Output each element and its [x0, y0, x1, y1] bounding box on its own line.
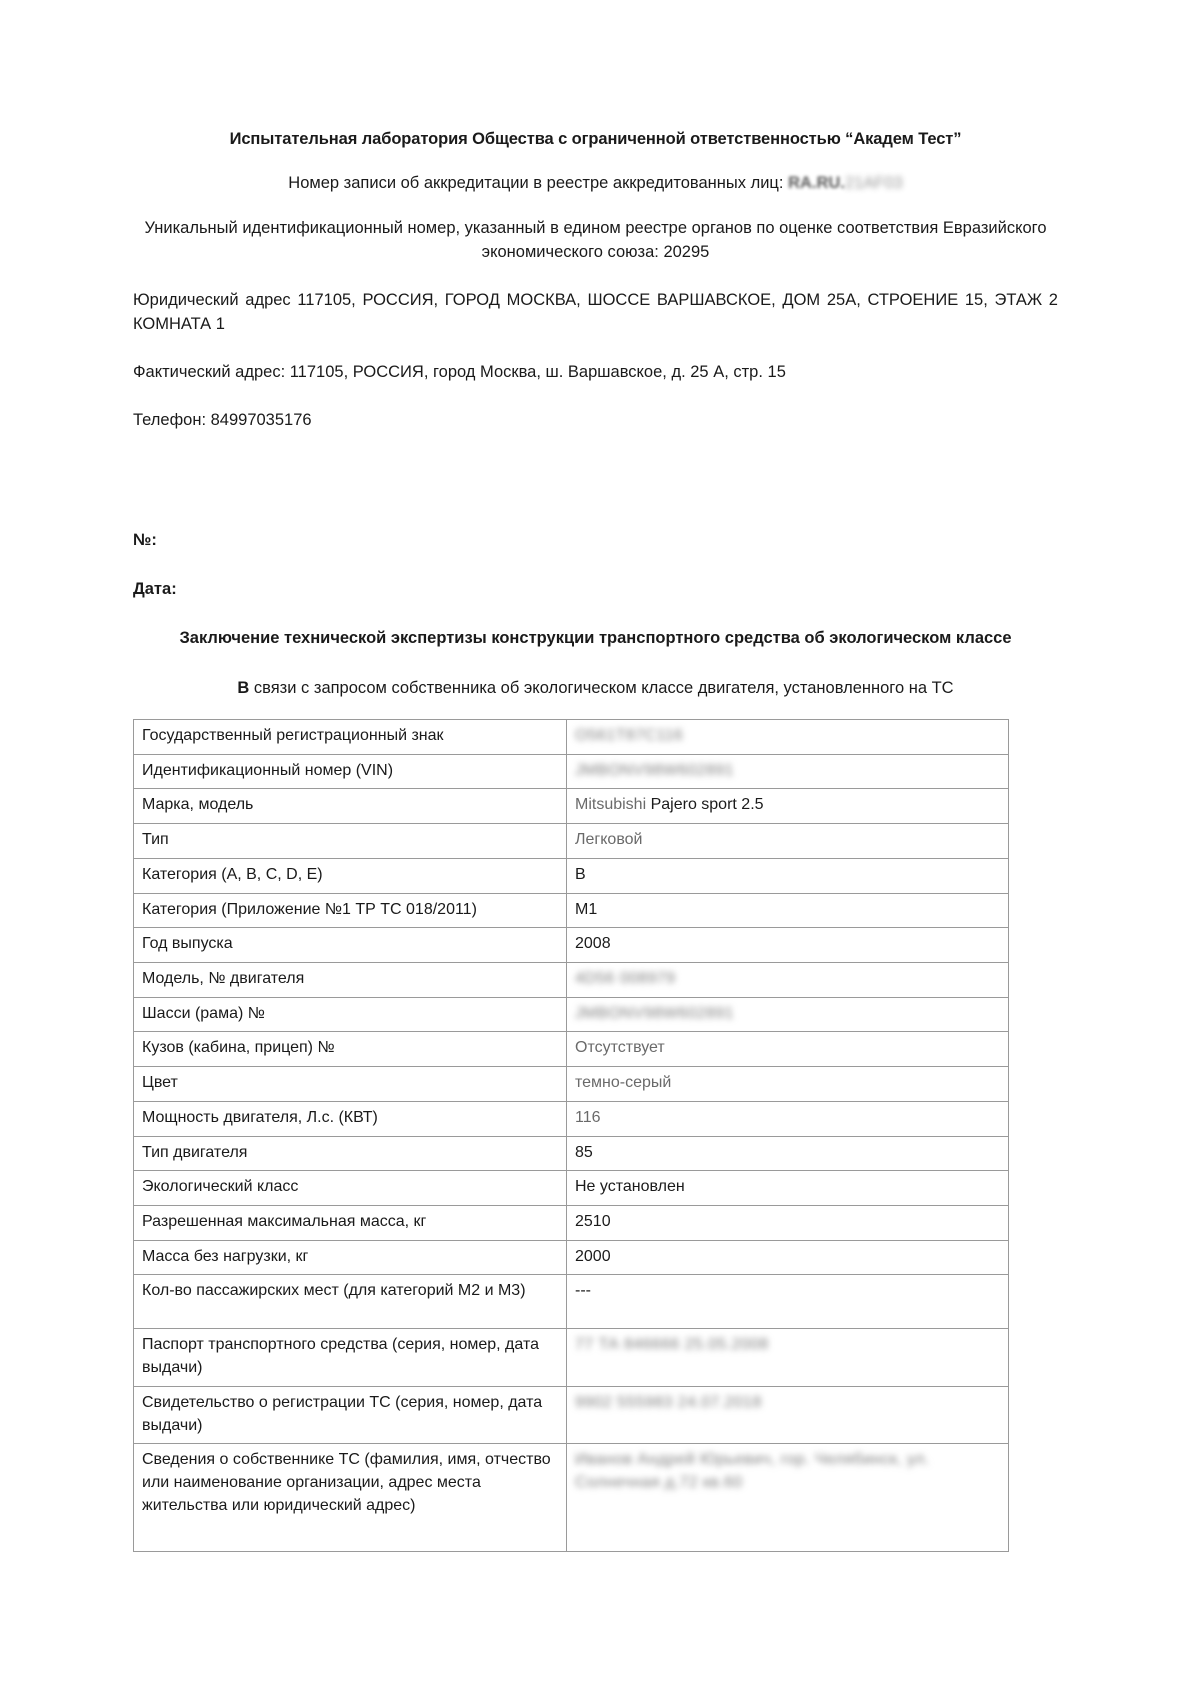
spec-value	[567, 1275, 1009, 1329]
table-row	[134, 824, 1009, 859]
document-content	[133, 128, 1058, 1552]
vehicle-spec-table-body	[134, 719, 1009, 1551]
table-row	[134, 893, 1009, 928]
spec-value	[567, 1386, 1009, 1443]
table-row	[134, 1275, 1009, 1329]
eaeu-value: 20295	[663, 243, 710, 262]
table-row	[134, 962, 1009, 997]
table-row	[134, 1067, 1009, 1102]
spec-value	[567, 789, 1009, 824]
spec-value	[567, 997, 1009, 1032]
spec-label: Государственный регистрационный знак	[134, 719, 567, 754]
spec-value	[567, 1101, 1009, 1136]
spec-label: Категория (Приложение №1 ТР ТС 018/2011)	[134, 893, 567, 928]
redacted-value: 4D56 008979	[575, 969, 676, 987]
actual-address: Фактический адрес: 117105, РОССИЯ, город Москва, ш. Варшавское, д. 25 А, стр. 15	[133, 363, 786, 382]
organization-title: Испытательная лаборатория Общества с ограниченной ответственностью “Академ Тест”	[229, 130, 962, 148]
spec-value	[567, 1136, 1009, 1171]
spec-label: Сведения о собственнике ТС (фамилия, имя, отчество или наименование организации, адрес места жительства или юридический адрес)	[134, 1444, 567, 1552]
spec-label: Марка, модель	[134, 789, 567, 824]
spec-label: Модель, № двигателя	[134, 962, 567, 997]
spec-value	[567, 824, 1009, 859]
spec-value-text: 2008	[575, 935, 611, 953]
table-row	[134, 858, 1009, 893]
eaeu-label: Уникальный идентификационный номер, указанный в едином реестре органов по оценке соответствия Евразийского экономического союза:	[144, 219, 1047, 262]
spec-label: Масса без нагрузки, кг	[134, 1240, 567, 1275]
intro-paragraph	[133, 677, 1058, 701]
intro-lead-word: В	[237, 679, 250, 697]
redacted-value: JMBONV98W602891	[575, 1004, 734, 1022]
spec-value	[567, 928, 1009, 963]
spec-value-text: B	[575, 865, 586, 883]
spec-value-text: M1	[575, 900, 598, 918]
document-title: Заключение технической экспертизы конструкции транспортного средства об экологическом классе	[179, 629, 1012, 648]
spec-value	[567, 1171, 1009, 1206]
spec-value-text: Отсутствует	[575, 1039, 665, 1057]
spec-label: Паспорт транспортного средства (серия, номер, дата выдачи)	[134, 1329, 567, 1386]
spec-label: Мощность двигателя, Л.с. (КВТ)	[134, 1101, 567, 1136]
document-date-label: Дата:	[133, 579, 177, 598]
spec-value-text: темно-серый	[575, 1074, 672, 1092]
spec-value	[567, 962, 1009, 997]
spec-value-text: 2000	[575, 1247, 611, 1265]
spec-value-model: Pajero sport 2.5	[646, 796, 764, 814]
spec-value	[567, 1032, 1009, 1067]
redacted-value: JMBONV98W602891	[575, 761, 734, 779]
accreditation-label: Номер записи об аккредитации в реестре аккредитованных лиц:	[288, 174, 784, 193]
spec-label: Кузов (кабина, прицеп) №	[134, 1032, 567, 1067]
table-row	[134, 1171, 1009, 1206]
spec-value	[567, 1329, 1009, 1386]
spec-value-text: 85	[575, 1143, 593, 1161]
spec-value	[567, 893, 1009, 928]
spec-label: Тип	[134, 824, 567, 859]
spec-value	[567, 1205, 1009, 1240]
spec-value-text: 116	[575, 1108, 601, 1126]
redacted-value: 77 ТА 846666 25.05.2008	[575, 1336, 769, 1354]
table-row	[134, 1205, 1009, 1240]
spec-value-text: ---	[575, 1282, 591, 1300]
accreditation-line	[133, 172, 1058, 195]
spec-value-text: 2510	[575, 1212, 611, 1230]
table-row	[134, 997, 1009, 1032]
spec-label: Шасси (рама) №	[134, 997, 567, 1032]
spec-value	[567, 719, 1009, 754]
spec-label: Идентификационный номер (VIN)	[134, 754, 567, 789]
eaeu-identifier-line	[133, 217, 1058, 265]
table-row	[134, 789, 1009, 824]
spec-label: Свидетельство о регистрации ТС (серия, номер, дата выдачи)	[134, 1386, 567, 1443]
table-row	[134, 719, 1009, 754]
table-row	[134, 754, 1009, 789]
table-row	[134, 1032, 1009, 1067]
redacted-value: Иванов Андрей Юрьевич, гор. Челябинск, ул. Солнечная д.72 кв.60	[575, 1451, 930, 1492]
spec-value	[567, 858, 1009, 893]
spec-label: Кол-во пассажирских мест (для категорий М2 и М3)	[134, 1275, 567, 1329]
legal-address: Юридический адрес 117105, РОССИЯ, ГОРОД МОСКВА, ШОССЕ ВАРШАВСКОЕ, ДОМ 25А, СТРОЕНИЕ 15, ЭТАЖ 2 КОМНАТА 1	[133, 291, 1058, 334]
table-row	[134, 1101, 1009, 1136]
spec-value	[567, 1067, 1009, 1102]
spec-label: Разрешенная максимальная масса, кг	[134, 1205, 567, 1240]
table-row	[134, 1444, 1009, 1552]
spec-value-make: Mitsubishi	[575, 796, 647, 814]
spec-value-text: Не установлен	[575, 1178, 685, 1196]
document-meta	[133, 529, 1058, 701]
intro-rest-text: связи с запросом собственника об экологическом классе двигателя, установленного на ТС	[249, 679, 954, 697]
spec-label: Цвет	[134, 1067, 567, 1102]
table-row	[134, 1386, 1009, 1443]
redacted-value: 9902 555983 24.07.2018	[575, 1393, 762, 1411]
spec-value	[567, 1240, 1009, 1275]
accreditation-number-redacted: 21AF03	[844, 174, 903, 193]
document-number-label: №:	[133, 530, 157, 549]
spec-label: Тип двигателя	[134, 1136, 567, 1171]
redacted-value: О561Т87С116	[575, 726, 684, 744]
accreditation-number-prefix-redacted: RA.RU.	[788, 174, 845, 193]
spec-value	[567, 1444, 1009, 1552]
spec-label: Категория (A, B, C, D, E)	[134, 858, 567, 893]
table-row	[134, 1136, 1009, 1171]
table-row	[134, 928, 1009, 963]
phone-line: Телефон: 84997035176	[133, 410, 312, 429]
table-row	[134, 1240, 1009, 1275]
spec-value	[567, 754, 1009, 789]
vehicle-spec-table	[133, 719, 1009, 1552]
table-row	[134, 1329, 1009, 1386]
spec-label: Год выпуска	[134, 928, 567, 963]
spec-value-text: Легковой	[575, 831, 643, 849]
spec-label: Экологический класс	[134, 1171, 567, 1206]
